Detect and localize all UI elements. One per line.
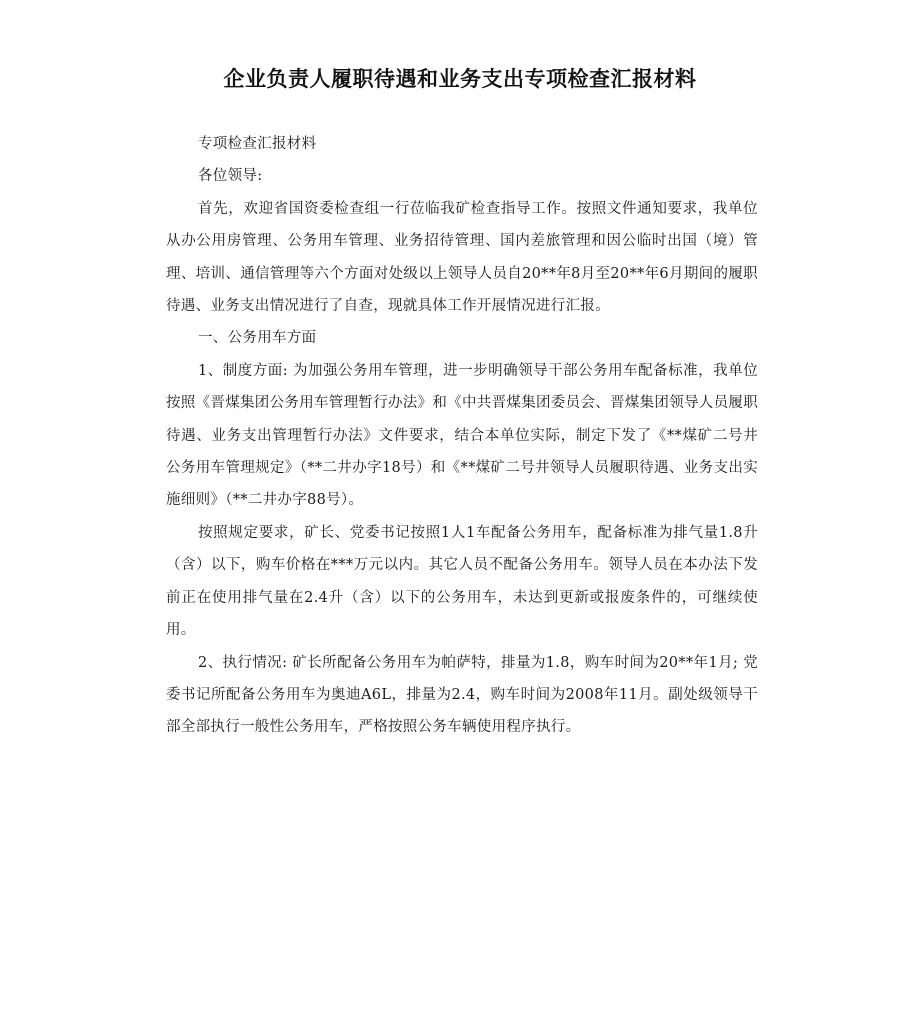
section-heading-official-vehicles: 一、公务用车方面 <box>198 330 317 347</box>
paragraph-subtitle: 专项检查汇报材料 <box>198 136 317 152</box>
paragraph-salutation: 各位领导: <box>198 168 263 185</box>
paragraph-implementation: 2、执行情况: 矿长所配备公务用车为帕萨特，排量为1.8，购车时间为20**年1月; 党委书记所配备公务用车为奥迪A6L，排量为2.4，购车时间为2008年11月。副处级领导干部全部执行一般性公务用车，严格按照公务车辆使用程序执行。 <box>166 654 758 736</box>
document-body <box>166 128 758 744</box>
paragraph-introduction: 首先，欢迎省国资委检查组一行莅临我矿检查指导工作。按照文件通知要求，我单位从办公用房管理、公务用车管理、业务招待管理、国内差旅管理和因公临时出国（境）管理、培训、通信管理等六个方面对处级以上领导人员自20**年8月至20**年6月期间的履职待遇、业务支出情况进行了自查，现就具体工作开展情况进行汇报。 <box>166 200 758 315</box>
paragraph-system: 1、制度方面: 为加强公务用车管理，进一步明确领导干部公务用车配备标准，我单位按照《晋煤集团公务用车管理暂行办法》和《中共晋煤集团委员会、晋煤集团领导人员履职待遇、业务支出管理暂行办法》文件要求，结合本单位实际，制定下发了《**煤矿二号井公务用车管理规定》（**二井办字18号）和《**煤矿二号井领导人员履职待遇、业务支出实施细则》（**二井办字88号）。 <box>166 362 758 509</box>
paragraph-requirements: 按照规定要求，矿长、党委书记按照1人1车配备公务用车，配备标准为排气量1.8升（含）以下，购车价格在***万元以内。其它人员不配备公务用车。领导人员在本办法下发前正在使用排气量在2.4升（含）以下的公务用车，未达到更新或报废条件的，可继续使用。 <box>166 524 758 639</box>
document-title: 企业负责人履职待遇和业务支出专项检查汇报材料 <box>223 67 697 91</box>
